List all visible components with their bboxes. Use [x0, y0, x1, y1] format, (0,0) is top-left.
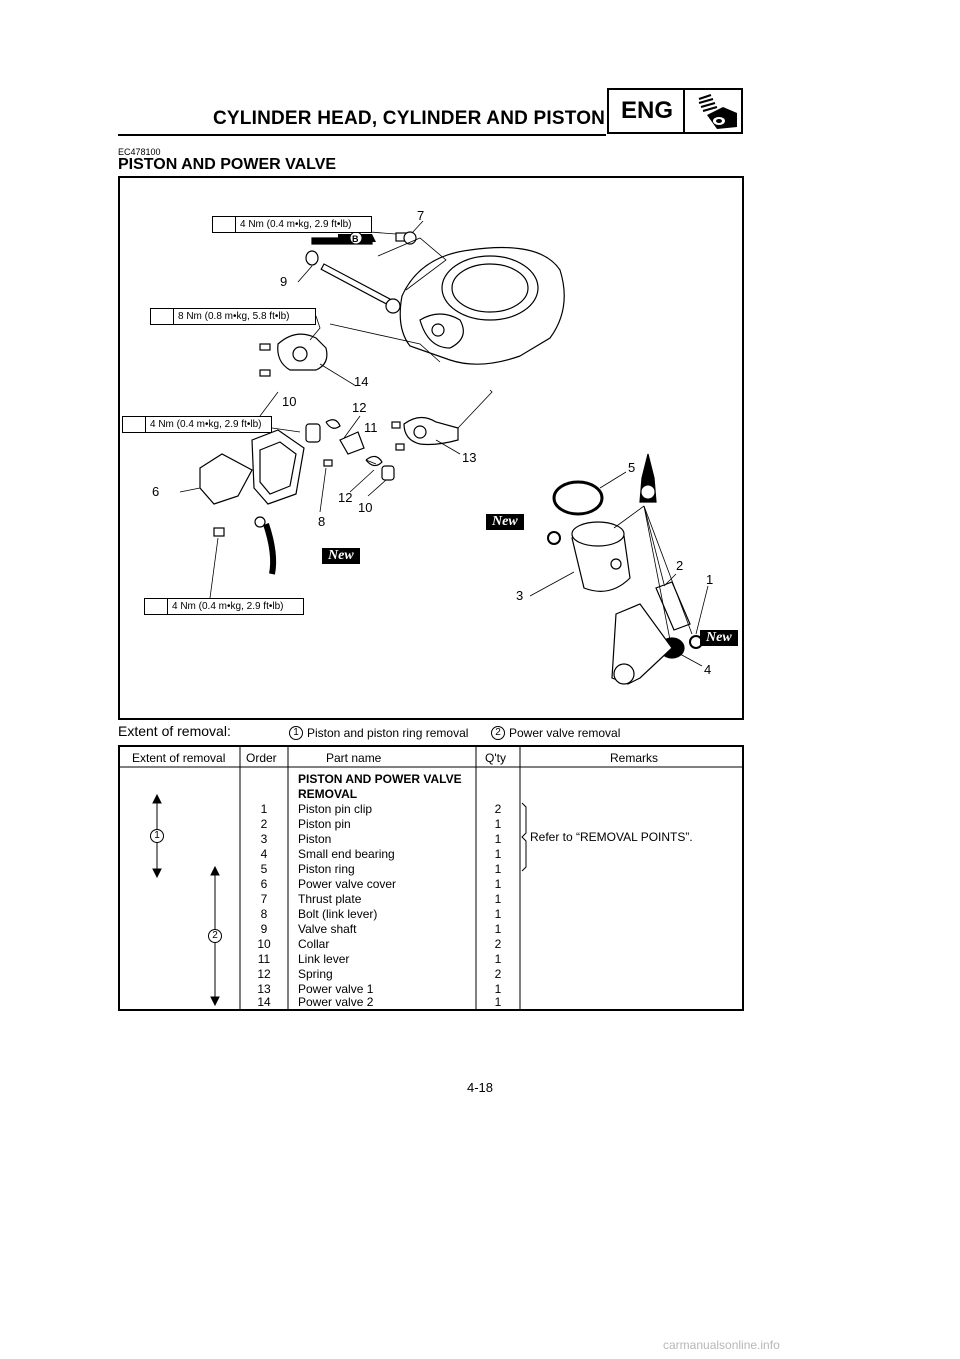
torque-wrench-icon	[145, 599, 168, 614]
callout-number: 14	[354, 374, 369, 389]
table-heading-line: REMOVAL	[298, 787, 358, 801]
table-row-order: 4	[260, 847, 268, 861]
table-row-qty: 1	[494, 862, 502, 876]
extent-marker-1: 1	[289, 726, 303, 740]
diagram-drawing	[120, 178, 742, 718]
extent-item-text: Piston and piston ring removal	[307, 726, 469, 740]
table-row-qty: 1	[494, 847, 502, 861]
cover-bolt	[214, 528, 224, 536]
spring	[326, 420, 340, 429]
new-part-tag: New	[700, 630, 738, 646]
svg-text:B: B	[352, 234, 359, 244]
power-valve-cover	[200, 454, 252, 504]
table-row-order: 9	[260, 922, 268, 936]
table-row-qty: 1	[494, 817, 502, 831]
table-row-part: Piston ring	[298, 862, 355, 876]
torque-value: 8 Nm (0.8 m•kg, 5.8 ft•lb)	[178, 311, 290, 322]
remark-bracket	[522, 803, 526, 871]
table-row-order: 13	[257, 982, 271, 996]
table-row-part: Valve shaft	[298, 922, 357, 936]
section-title: PISTON AND POWER VALVE	[118, 156, 337, 173]
collar-2	[382, 466, 394, 480]
table-row-order: 5	[260, 862, 268, 876]
svg-text:E: E	[644, 488, 651, 498]
watermark: carmanualsonline.info	[663, 1338, 780, 1352]
table-row-order: 11	[257, 952, 271, 966]
table-row-qty: 1	[494, 877, 502, 891]
table-row-order: 10	[257, 937, 271, 951]
table-row-order: 14	[257, 995, 271, 1009]
table-heading-line: PISTON AND POWER VALVE	[298, 772, 462, 786]
table-row-order: 6	[260, 877, 268, 891]
column-header: Q'ty	[485, 751, 506, 765]
extent-arrows	[153, 795, 219, 1005]
table-row-qty: 1	[494, 907, 502, 921]
table-row-part: Power valve 1	[298, 982, 374, 996]
callout-number: 5	[628, 460, 636, 475]
table-row-part: Bolt (link lever)	[298, 907, 378, 921]
remarks-text: Refer to “REMOVAL POINTS”.	[530, 830, 693, 844]
table-row-qty: 1	[494, 995, 502, 1009]
bolt-link-lever	[324, 460, 332, 466]
table-row-part: Piston pin	[298, 817, 351, 831]
torque-spec-power-valve-2	[150, 308, 316, 325]
callout-number: 7	[417, 208, 425, 223]
collar	[306, 424, 320, 442]
callout-number: 3	[516, 588, 524, 603]
table-row-order: 3	[260, 832, 268, 846]
document-code: EC478100	[118, 147, 161, 157]
table-row-part: Piston	[298, 832, 332, 846]
torque-value: 4 Nm (0.4 m•kg, 2.9 ft•lb)	[240, 219, 352, 230]
page-number: 4-18	[466, 1080, 494, 1095]
table-row-order: 2	[260, 817, 268, 831]
exploded-diagram	[118, 176, 744, 720]
table-row-qty: 1	[494, 982, 502, 996]
torque-spec-link-lever	[122, 416, 272, 433]
callout-number: 10	[358, 500, 373, 515]
table-row-qty: 2	[494, 802, 502, 816]
extent-marker-2: 2	[491, 726, 505, 740]
section-badge-label: ENG	[621, 97, 674, 124]
piston-pin	[656, 582, 690, 630]
callout-number: 4	[704, 662, 712, 677]
column-header: Order	[246, 751, 277, 765]
valve-shaft	[321, 264, 394, 307]
engine-crank-icon	[689, 93, 743, 131]
power-valve-1	[404, 417, 458, 444]
table-row-part: Link lever	[298, 952, 350, 966]
torque-wrench-icon	[151, 309, 174, 324]
torque-value: 4 Nm (0.4 m•kg, 2.9 ft•lb)	[172, 601, 284, 612]
section-badge	[607, 88, 743, 134]
callout-number: 8	[318, 514, 326, 529]
callout-number: 10	[282, 394, 297, 409]
callout-number: 9	[280, 274, 288, 289]
torque-wrench-icon	[123, 417, 146, 432]
parts-table	[118, 745, 744, 1011]
extent-of-removal-label: Extent of removal:	[118, 723, 231, 739]
column-header: Remarks	[610, 751, 659, 765]
extent-item-text: Power valve removal	[509, 726, 621, 740]
valve-shaft-cap	[306, 251, 318, 265]
piston-ring	[554, 482, 602, 514]
table-row-part: Collar	[298, 937, 330, 951]
callout-number: 6	[152, 484, 160, 499]
torque-spec-valve-shaft	[212, 216, 372, 233]
link-lever	[340, 432, 364, 454]
table-row-qty: 2	[494, 937, 502, 951]
table-row-qty: 1	[494, 922, 502, 936]
table-row-qty: 1	[494, 832, 502, 846]
table-row-qty: 1	[494, 952, 502, 966]
new-part-tag: New	[322, 548, 360, 564]
table-row-part: Small end bearing	[298, 847, 395, 861]
table-row-order: 7	[260, 892, 268, 906]
table-row-order: 8	[260, 907, 268, 921]
table-row-part: Power valve 2	[298, 995, 374, 1009]
header-title: CYLINDER HEAD, CYLINDER AND PISTON	[213, 108, 606, 129]
callout-number: 1	[706, 572, 714, 587]
table-row-part: Power valve cover	[298, 877, 397, 891]
column-header: Part name	[326, 751, 382, 765]
header-rule	[118, 134, 606, 136]
table-row-part: Spring	[298, 967, 333, 981]
new-part-tag: New	[486, 514, 524, 530]
table-row-part: Piston pin clip	[298, 802, 373, 816]
callout-number: 11	[364, 420, 378, 435]
table-row-qty: 2	[494, 967, 502, 981]
callout-number: 12	[338, 490, 353, 505]
torque-wrench-icon	[213, 217, 236, 232]
table-row-order: 12	[257, 967, 271, 981]
badge-divider	[683, 90, 685, 132]
table-row-part: Thrust plate	[298, 892, 362, 906]
column-header: Extent of removal	[132, 751, 226, 765]
extent-marker-2: 2	[208, 929, 222, 943]
oil-e-symbol	[642, 486, 654, 498]
callout-number: 13	[462, 450, 477, 465]
callout-number: 12	[352, 400, 367, 415]
torque-value: 4 Nm (0.4 m•kg, 2.9 ft•lb)	[150, 419, 262, 430]
table-row-order: 1	[260, 802, 268, 816]
callout-number: 2	[676, 558, 684, 573]
table-row-qty: 1	[494, 892, 502, 906]
extent-marker-1: 1	[150, 829, 164, 843]
hose	[266, 524, 273, 574]
torque-spec-cover	[144, 598, 304, 615]
